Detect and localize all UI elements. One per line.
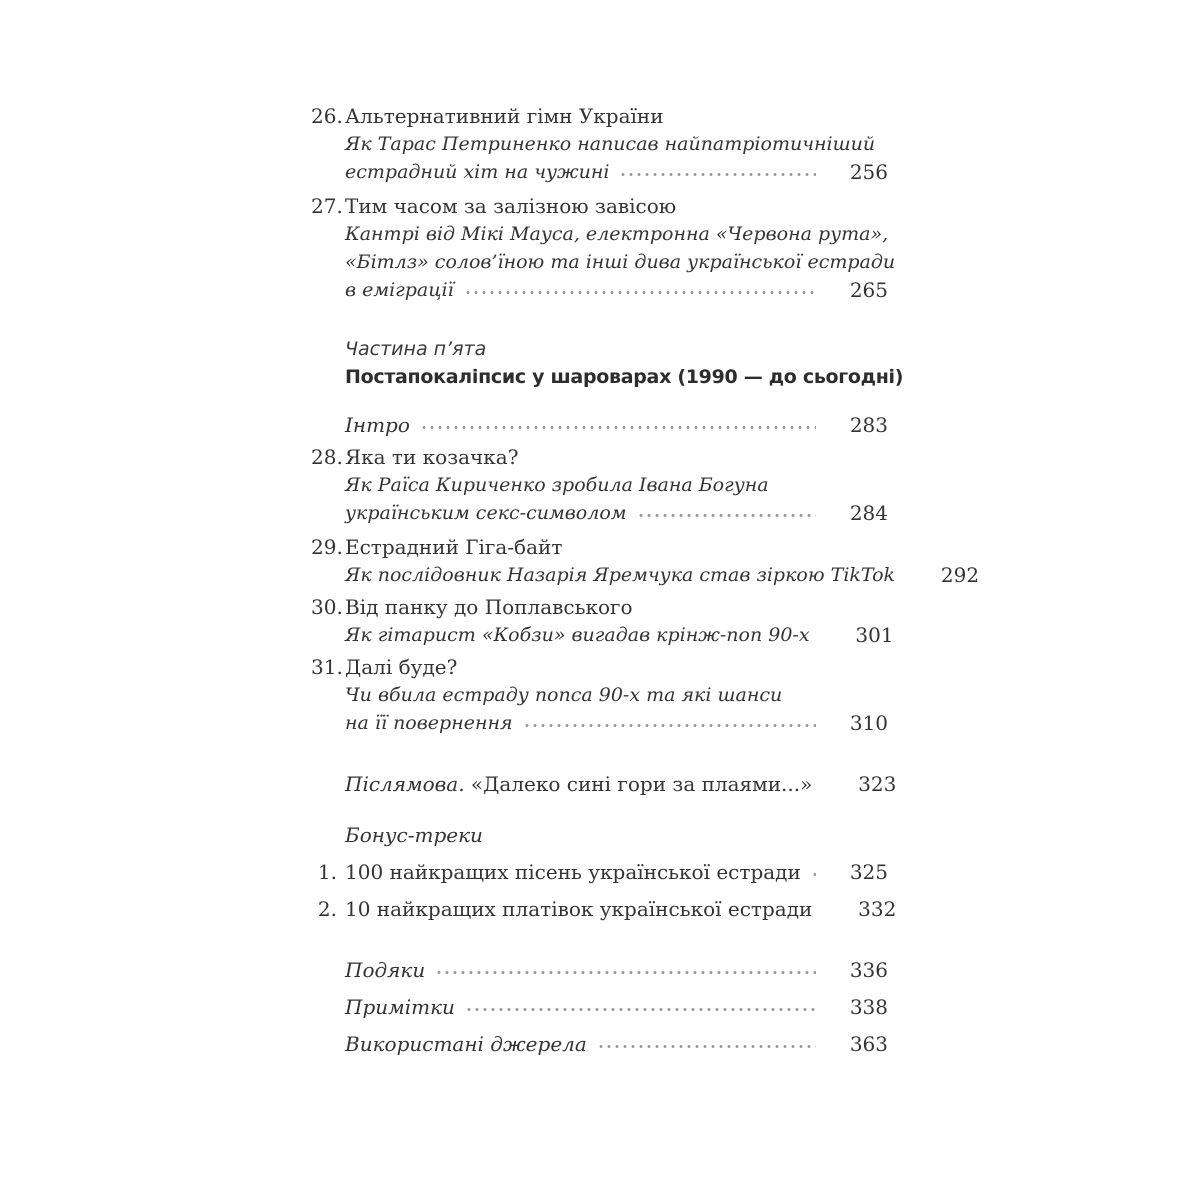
number-spacer xyxy=(311,709,337,737)
section-title: Подяки xyxy=(345,958,426,982)
number-spacer xyxy=(311,411,337,439)
toc-line xyxy=(311,248,896,276)
chapter-subtitle: естрадний хіт на чужині xyxy=(345,161,610,183)
dot-leader xyxy=(437,968,816,977)
chapter-subtitle: українським секс-символом xyxy=(345,502,627,524)
toc-line xyxy=(311,709,888,737)
toc-entry-13 xyxy=(311,956,888,984)
toc-line xyxy=(311,411,888,439)
toc-line xyxy=(311,561,980,589)
table-of-contents xyxy=(311,102,980,1058)
toc-entry-3 xyxy=(311,335,904,391)
number-spacer xyxy=(311,276,337,304)
toc-entry-7 xyxy=(311,593,894,649)
section-title: Використані джерела xyxy=(345,1032,587,1056)
toc-line xyxy=(311,499,888,527)
toc-line xyxy=(311,993,888,1021)
page-number: 325 xyxy=(849,860,888,884)
page-number: 338 xyxy=(849,995,888,1019)
toc-line xyxy=(311,956,888,984)
toc-entry-5 xyxy=(311,443,888,527)
toc-line xyxy=(311,653,888,681)
dot-leader xyxy=(422,423,816,432)
toc-line xyxy=(311,192,888,220)
toc-entry-15 xyxy=(311,1030,888,1058)
entry-number: 2. xyxy=(317,897,337,921)
dot-leader xyxy=(525,721,816,730)
number-spacer xyxy=(311,561,337,589)
page-number: 301 xyxy=(855,623,894,647)
chapter-title: Естрадний Гіга-байт xyxy=(345,535,563,559)
entry-number: 26. xyxy=(311,104,343,128)
page-number: 336 xyxy=(849,958,888,982)
number-spacer xyxy=(311,1030,337,1058)
chapter-title: Яка ти козачка? xyxy=(345,445,519,469)
number-spacer xyxy=(311,993,337,1021)
toc-entry-4 xyxy=(311,411,888,439)
entry-number: 29. xyxy=(311,535,343,559)
chapter-title: Альтернативний гімн України xyxy=(345,104,664,128)
dot-leader xyxy=(466,288,816,297)
entry-number: 30. xyxy=(311,595,343,619)
toc-line xyxy=(311,770,897,798)
chapter-title: Тим часом за залізною завісою xyxy=(345,194,677,218)
page-number: 332 xyxy=(858,897,897,921)
entry-number: 31. xyxy=(311,655,343,679)
toc-entry-12 xyxy=(311,895,897,923)
number-spacer xyxy=(311,821,337,849)
number-spacer xyxy=(311,681,337,709)
number-spacer xyxy=(311,956,337,984)
section-title: Інтро xyxy=(345,413,410,437)
toc-line xyxy=(311,895,897,923)
page-number: 323 xyxy=(858,772,897,796)
number-spacer xyxy=(311,130,337,158)
toc-line xyxy=(311,158,888,186)
bonus-title: 100 найкращих пісень української естради xyxy=(345,860,801,884)
entry-title-italic-part: Післямова. xyxy=(345,772,465,796)
page-number: 310 xyxy=(849,711,888,735)
chapter-subtitle: Як послідовник Назарія Яремчука став зіркою TikTok xyxy=(345,564,896,586)
bonus-title: 10 найкращих платівок української естради xyxy=(345,897,813,921)
entry-number: 1. xyxy=(317,860,337,884)
part-label-line xyxy=(311,335,888,363)
chapter-subtitle: Чи вбила естраду попса 90-х та які шанси xyxy=(345,684,783,706)
toc-entry-9 xyxy=(311,770,897,798)
dot-leader xyxy=(599,1042,816,1051)
toc-entry-14 xyxy=(311,993,888,1021)
toc-line xyxy=(311,621,894,649)
number-spacer xyxy=(311,621,337,649)
part-title: Постапокаліпсис у шароварах (1990 — до сьогодні) xyxy=(345,366,904,388)
toc-line xyxy=(311,593,888,621)
page-number: 256 xyxy=(849,160,888,184)
number-spacer xyxy=(311,499,337,527)
number-spacer xyxy=(311,363,337,391)
chapter-subtitle: Як Раїса Кириченко зробила Івана Богуна xyxy=(345,474,769,496)
toc-line xyxy=(311,858,888,886)
dot-leader xyxy=(621,170,816,179)
toc-entry-11 xyxy=(311,858,888,886)
chapter-subtitle: Кантрі від Мікі Мауса, електронна «Червона рута», xyxy=(345,223,889,245)
page-number: 363 xyxy=(849,1032,888,1056)
part-label: Частина п’ята xyxy=(345,338,487,360)
toc-line xyxy=(311,276,888,304)
toc-line xyxy=(311,220,888,248)
page-number: 265 xyxy=(849,278,888,302)
entry-title-part: «Далеко сині гори за плаями...» xyxy=(464,772,813,796)
chapter-title: Далі буде? xyxy=(345,655,458,679)
toc-line xyxy=(311,533,888,561)
part-title-line xyxy=(311,363,904,391)
toc-entry-10 xyxy=(311,821,888,849)
number-spacer xyxy=(311,220,337,248)
page-number: 292 xyxy=(940,563,980,587)
dot-leader xyxy=(639,511,816,520)
toc-entry-1 xyxy=(311,102,888,186)
page-number: 284 xyxy=(849,501,888,525)
chapter-subtitle: в еміграції xyxy=(345,279,454,301)
chapter-subtitle: Як Тарас Петриненко написав найпатріотичніший xyxy=(345,133,876,155)
number-spacer xyxy=(311,335,337,363)
toc-line xyxy=(311,443,888,471)
entry-title xyxy=(345,770,812,798)
entry-number: 28. xyxy=(311,445,343,469)
toc-line xyxy=(311,1030,888,1058)
chapter-subtitle: Як гітарист «Кобзи» вигадав крінж-поп 90-х xyxy=(345,624,810,646)
toc-line xyxy=(311,471,888,499)
toc-line xyxy=(311,681,888,709)
number-spacer xyxy=(311,471,337,499)
entry-number: 27. xyxy=(311,194,343,218)
toc-entry-8 xyxy=(311,653,888,737)
dot-leader xyxy=(813,870,816,879)
number-spacer xyxy=(311,158,337,186)
toc-line xyxy=(311,130,888,158)
toc-line xyxy=(311,821,888,849)
toc-entry-2 xyxy=(311,192,896,304)
page-number: 283 xyxy=(849,413,888,437)
section-heading: Бонус-треки xyxy=(345,823,483,847)
dot-leader xyxy=(467,1005,816,1014)
chapter-title: Від панку до Поплавського xyxy=(345,595,633,619)
chapter-subtitle: на її повернення xyxy=(345,712,513,734)
number-spacer xyxy=(311,770,337,798)
number-spacer xyxy=(311,248,337,276)
toc-line xyxy=(311,102,888,130)
toc-entry-6 xyxy=(311,533,980,589)
section-title: Примітки xyxy=(345,995,455,1019)
chapter-subtitle: «Бітлз» солов’їною та інші дива української естради xyxy=(345,251,896,273)
